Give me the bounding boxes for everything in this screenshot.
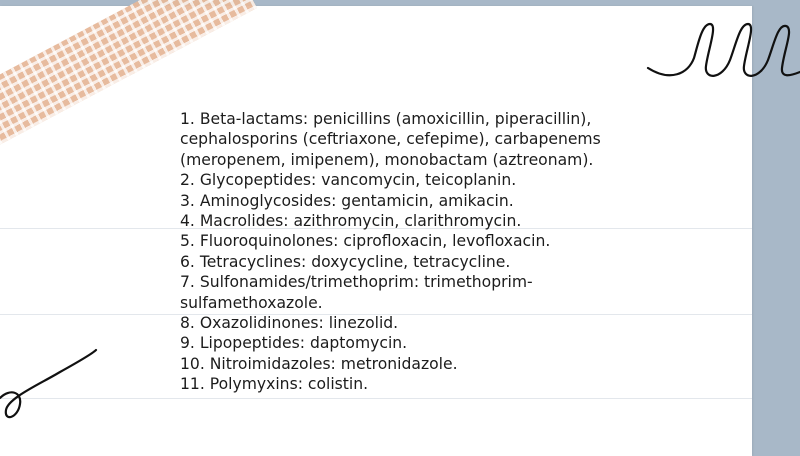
list-item: 2. Glycopeptides: vancomycin, teicoplanin. bbox=[180, 171, 517, 190]
list-item: 7. Sulfonamides/trimethoprim: trimethoprim-sulfamethoxazole. bbox=[180, 273, 533, 312]
list-item: 3. Aminoglycosides: gentamicin, amikacin. bbox=[180, 191, 514, 210]
loop-swirl-decoration-top-right bbox=[640, 10, 800, 90]
list-item: 9. Lipopeptides: daptomycin. bbox=[180, 334, 408, 353]
antibiotic-class-list bbox=[180, 109, 650, 395]
list-item: 5. Fluoroquinolones: ciprofloxacin, levofloxacin. bbox=[180, 232, 551, 251]
list-item: 8. Oxazolidinones: linezolid. bbox=[180, 314, 399, 333]
loop-swirl-decoration-bottom-left bbox=[0, 348, 100, 428]
list-item: 4. Macrolides: azithromycin, clarithromycin. bbox=[180, 212, 522, 231]
list-item: 10. Nitroimidazoles: metronidazole. bbox=[180, 354, 458, 373]
paper-rule-line bbox=[0, 398, 752, 399]
list-item: 11. Polymyxins: colistin. bbox=[180, 375, 369, 394]
list-item: 1. Beta-lactams: penicillins (amoxicillin, piperacillin), cephalosporins (ceftriaxone, cefepime), carbapenems (meropenem, imipenem), monobactam (aztreonam). bbox=[180, 110, 601, 169]
list-item: 6. Tetracyclines: doxycycline, tetracycline. bbox=[180, 252, 511, 271]
